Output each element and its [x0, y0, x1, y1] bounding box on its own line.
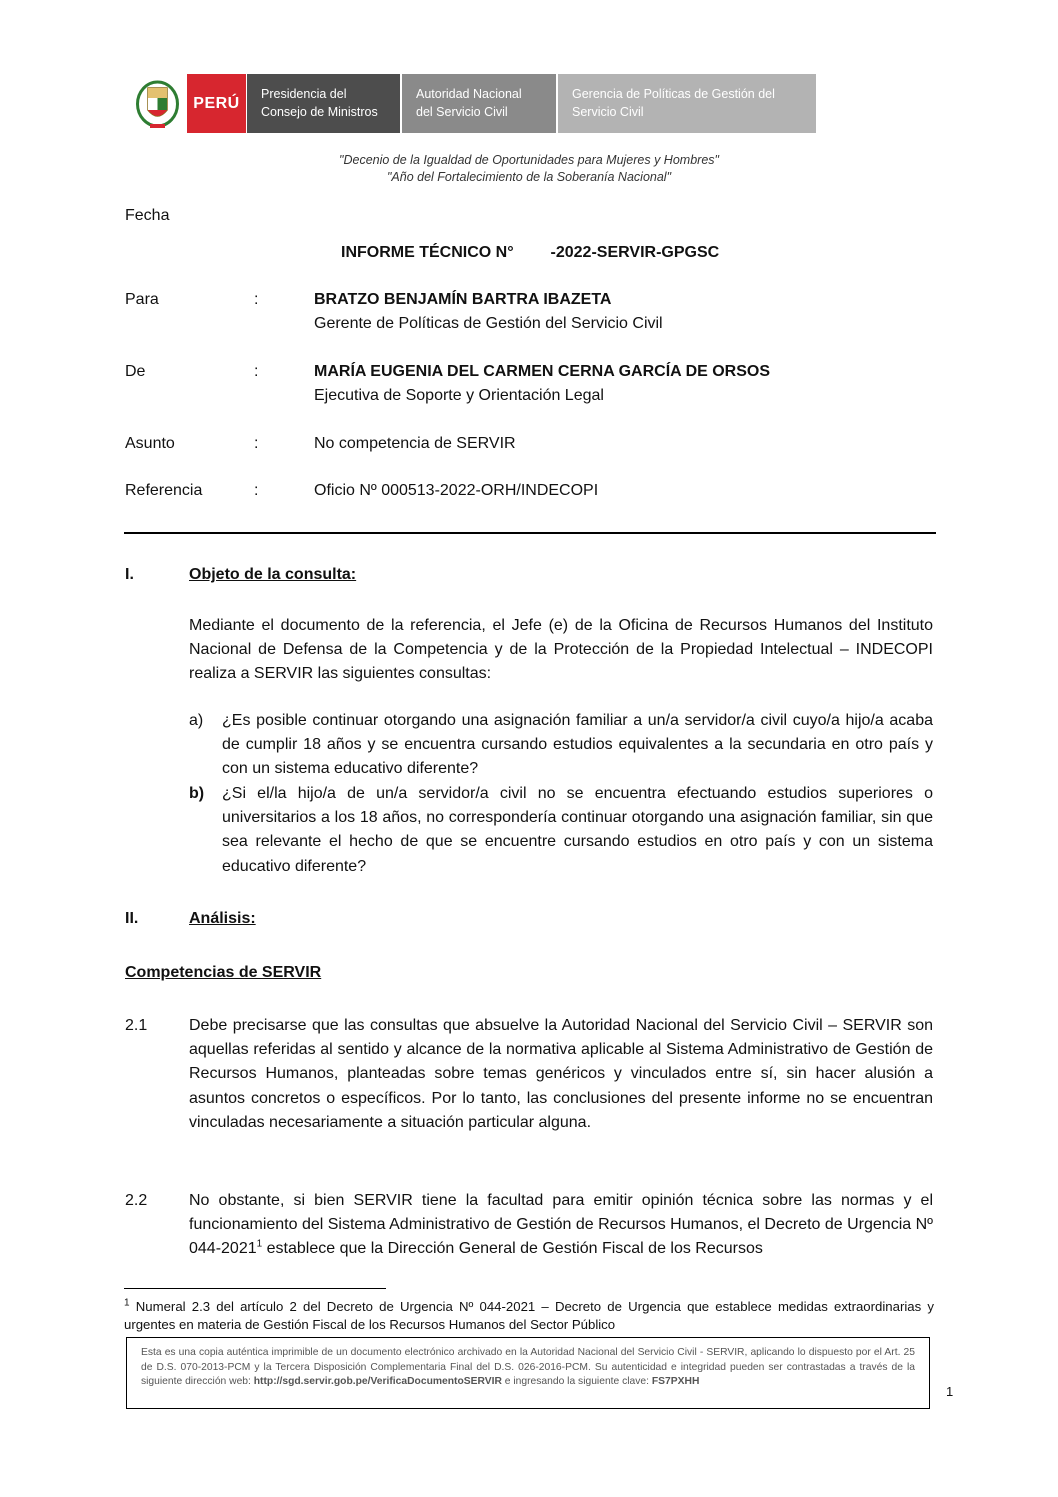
item-b-text: ¿Si el/la hijo/a de un/a servidor/a civil no se encuentra efectuando estudios superiores o universitarios a los 18 años, no correspondería continuar otorgando una asignación familiar, sin que sea relevante el hecho de que se encuentre cursando estudios en otro país y con un sistema educativo diferente?: [222, 785, 933, 875]
header-box-pcm: [247, 74, 400, 133]
verification-text-mid: e ingresando la siguiente clave:: [501, 1376, 652, 1388]
header-box-servir: [402, 74, 556, 133]
fecha-label: Fecha: [125, 207, 170, 224]
para-2-2-text-a: No obstante, si bien SERVIR tiene la facultad para emitir opinión técnica sobre las normas y el funcionamiento del Sistema Administrativo de Gestión de Recursos Humanos, el Decreto de Urgencia Nº 044-2021: [189, 1192, 933, 1258]
para-2-1-text: Debe precisarse que las consultas que absuelve la Autoridad Nacional del Servicio Civil – SERVIR son aquellas referidas al sentido y alcance de la normativa aplicable al Sistema Administrativo de Gestión de Recursos Humanos, planteadas sobre temas genéricos y vinculados entre sí, sin hacer alusión a asuntos concretos o específicos. Por lo tanto, las conclusiones del presente informe no se encuentran vinculadas necesariamente a situación particular alguna.: [189, 1017, 933, 1131]
para-name: BRATZO BENJAMÍN BARTRA IBAZETA: [314, 291, 612, 308]
section2-subtitle: Competencias de SERVIR: [125, 964, 322, 981]
de-colon: :: [254, 363, 259, 380]
government-logo: [128, 74, 246, 133]
referencia-label: Referencia: [125, 482, 203, 499]
header-box-pcm-line2: Consejo de Ministros: [261, 105, 378, 119]
header-box-servir-line2: del Servicio Civil: [416, 105, 508, 119]
verification-url-link[interactable]: http://sgd.servir.gob.pe/VerificaDocumentoSERVIR: [253, 1376, 502, 1388]
anio-line: "Año del Fortalecimiento de la Soberanía Nacional": [386, 170, 672, 184]
verification-box: [126, 1337, 930, 1409]
verification-key: FS7PXHH: [651, 1376, 700, 1388]
header-box-gerencia-line1: Gerencia de Políticas de Gestión del: [572, 87, 775, 101]
header-box-gerencia: [558, 74, 816, 133]
asunto-value: No competencia de SERVIR: [314, 435, 516, 452]
peru-logo-text: PERÚ: [193, 94, 240, 112]
footnote-ref[interactable]: 1: [256, 1239, 263, 1251]
para-colon: :: [254, 291, 259, 308]
footnote-text: Numeral 2.3 del artículo 2 del Decreto de Urgencia Nº 044-2021 – Decreto de Urgencia que establece medidas extraordinarias y urgentes en materia de Gestión Fiscal de los Recursos Humanos del Sector Público: [124, 1299, 934, 1332]
report-title-code: -2022-SERVIR-GPGSC: [550, 244, 720, 261]
item-b-letter: b): [189, 785, 205, 802]
header-box-pcm-line1: Presidencia del: [261, 87, 347, 101]
section2-title: Análisis:: [189, 910, 256, 927]
section1-number: I.: [125, 566, 134, 583]
item-a-text: ¿Es posible continuar otorgando una asignación familiar a un/a servidor/a civil cuyo/a hijo/a acaba de cumplir 18 años y se encuentra cursando estudios equivalentes a la secundaria en otro país y con un sistema educativo diferente?: [222, 712, 933, 778]
decenio-line: "Decenio de la Igualdad de Oportunidades para Mujeres y Hombres": [339, 153, 719, 167]
report-title: [341, 241, 719, 265]
header-divider: [124, 532, 936, 534]
section2-number: II.: [125, 910, 139, 927]
referencia-colon: :: [254, 482, 259, 499]
page-number: 1: [946, 1384, 954, 1399]
para-label: Para: [125, 291, 159, 308]
asunto-colon: :: [254, 435, 259, 452]
referencia-value: Oficio Nº 000513-2022-ORH/INDECOPI: [314, 482, 599, 499]
de-name: MARÍA EUGENIA DEL CARMEN CERNA GARCÍA DE ORSOS: [314, 363, 771, 380]
para-2-1-number: 2.1: [125, 1017, 148, 1034]
para-2-2-text-b: establece que la Dirección General de Gestión Fiscal de los Recursos: [262, 1240, 763, 1258]
asunto-label: Asunto: [125, 435, 175, 452]
footnote-divider: [124, 1288, 386, 1289]
header-box-servir-line1: Autoridad Nacional: [416, 87, 522, 101]
peru-logo-box: [187, 74, 246, 133]
footnote: [124, 1298, 934, 1334]
para-2-2-number: 2.2: [125, 1192, 148, 1209]
header-box-gerencia-line2: Servicio Civil: [572, 105, 644, 119]
coat-of-arms-icon: [128, 74, 187, 133]
de-position: Ejecutiva de Soporte y Orientación Legal: [314, 387, 604, 404]
report-title-number: INFORME TÉCNICO N°: [341, 244, 514, 261]
footnote-mark: 1: [124, 1297, 130, 1309]
para-2-2-text: [189, 1189, 933, 1262]
para-position: Gerente de Políticas de Gestión del Servicio Civil: [314, 315, 663, 332]
section1-intro: Mediante el documento de la referencia, el Jefe (e) de la Oficina de Recursos Humanos del Instituto Nacional de Defensa de la Competencia y de la Protección de la Propiedad Intelectual – INDECOPI realiza a SERVIR las siguientes consultas:: [189, 617, 933, 683]
item-a-letter: a): [189, 712, 204, 729]
de-label: De: [125, 363, 146, 380]
section1-title: Objeto de la consulta:: [189, 566, 357, 583]
verification-text: Esta es una copia auténtica imprimible de un documento electrónico archivado en la Autoridad Nacional del Servicio Civil - SERVIR, aplicando lo dispuesto por el Art. 25 de D.S. 070-2013-PCM y la Tercera Disposición Complementaria Final del D.S. 026-2016-PCM. Su autenticidad e integridad pueden ser contrastadas a través de la siguiente dirección web:: [141, 1347, 915, 1388]
